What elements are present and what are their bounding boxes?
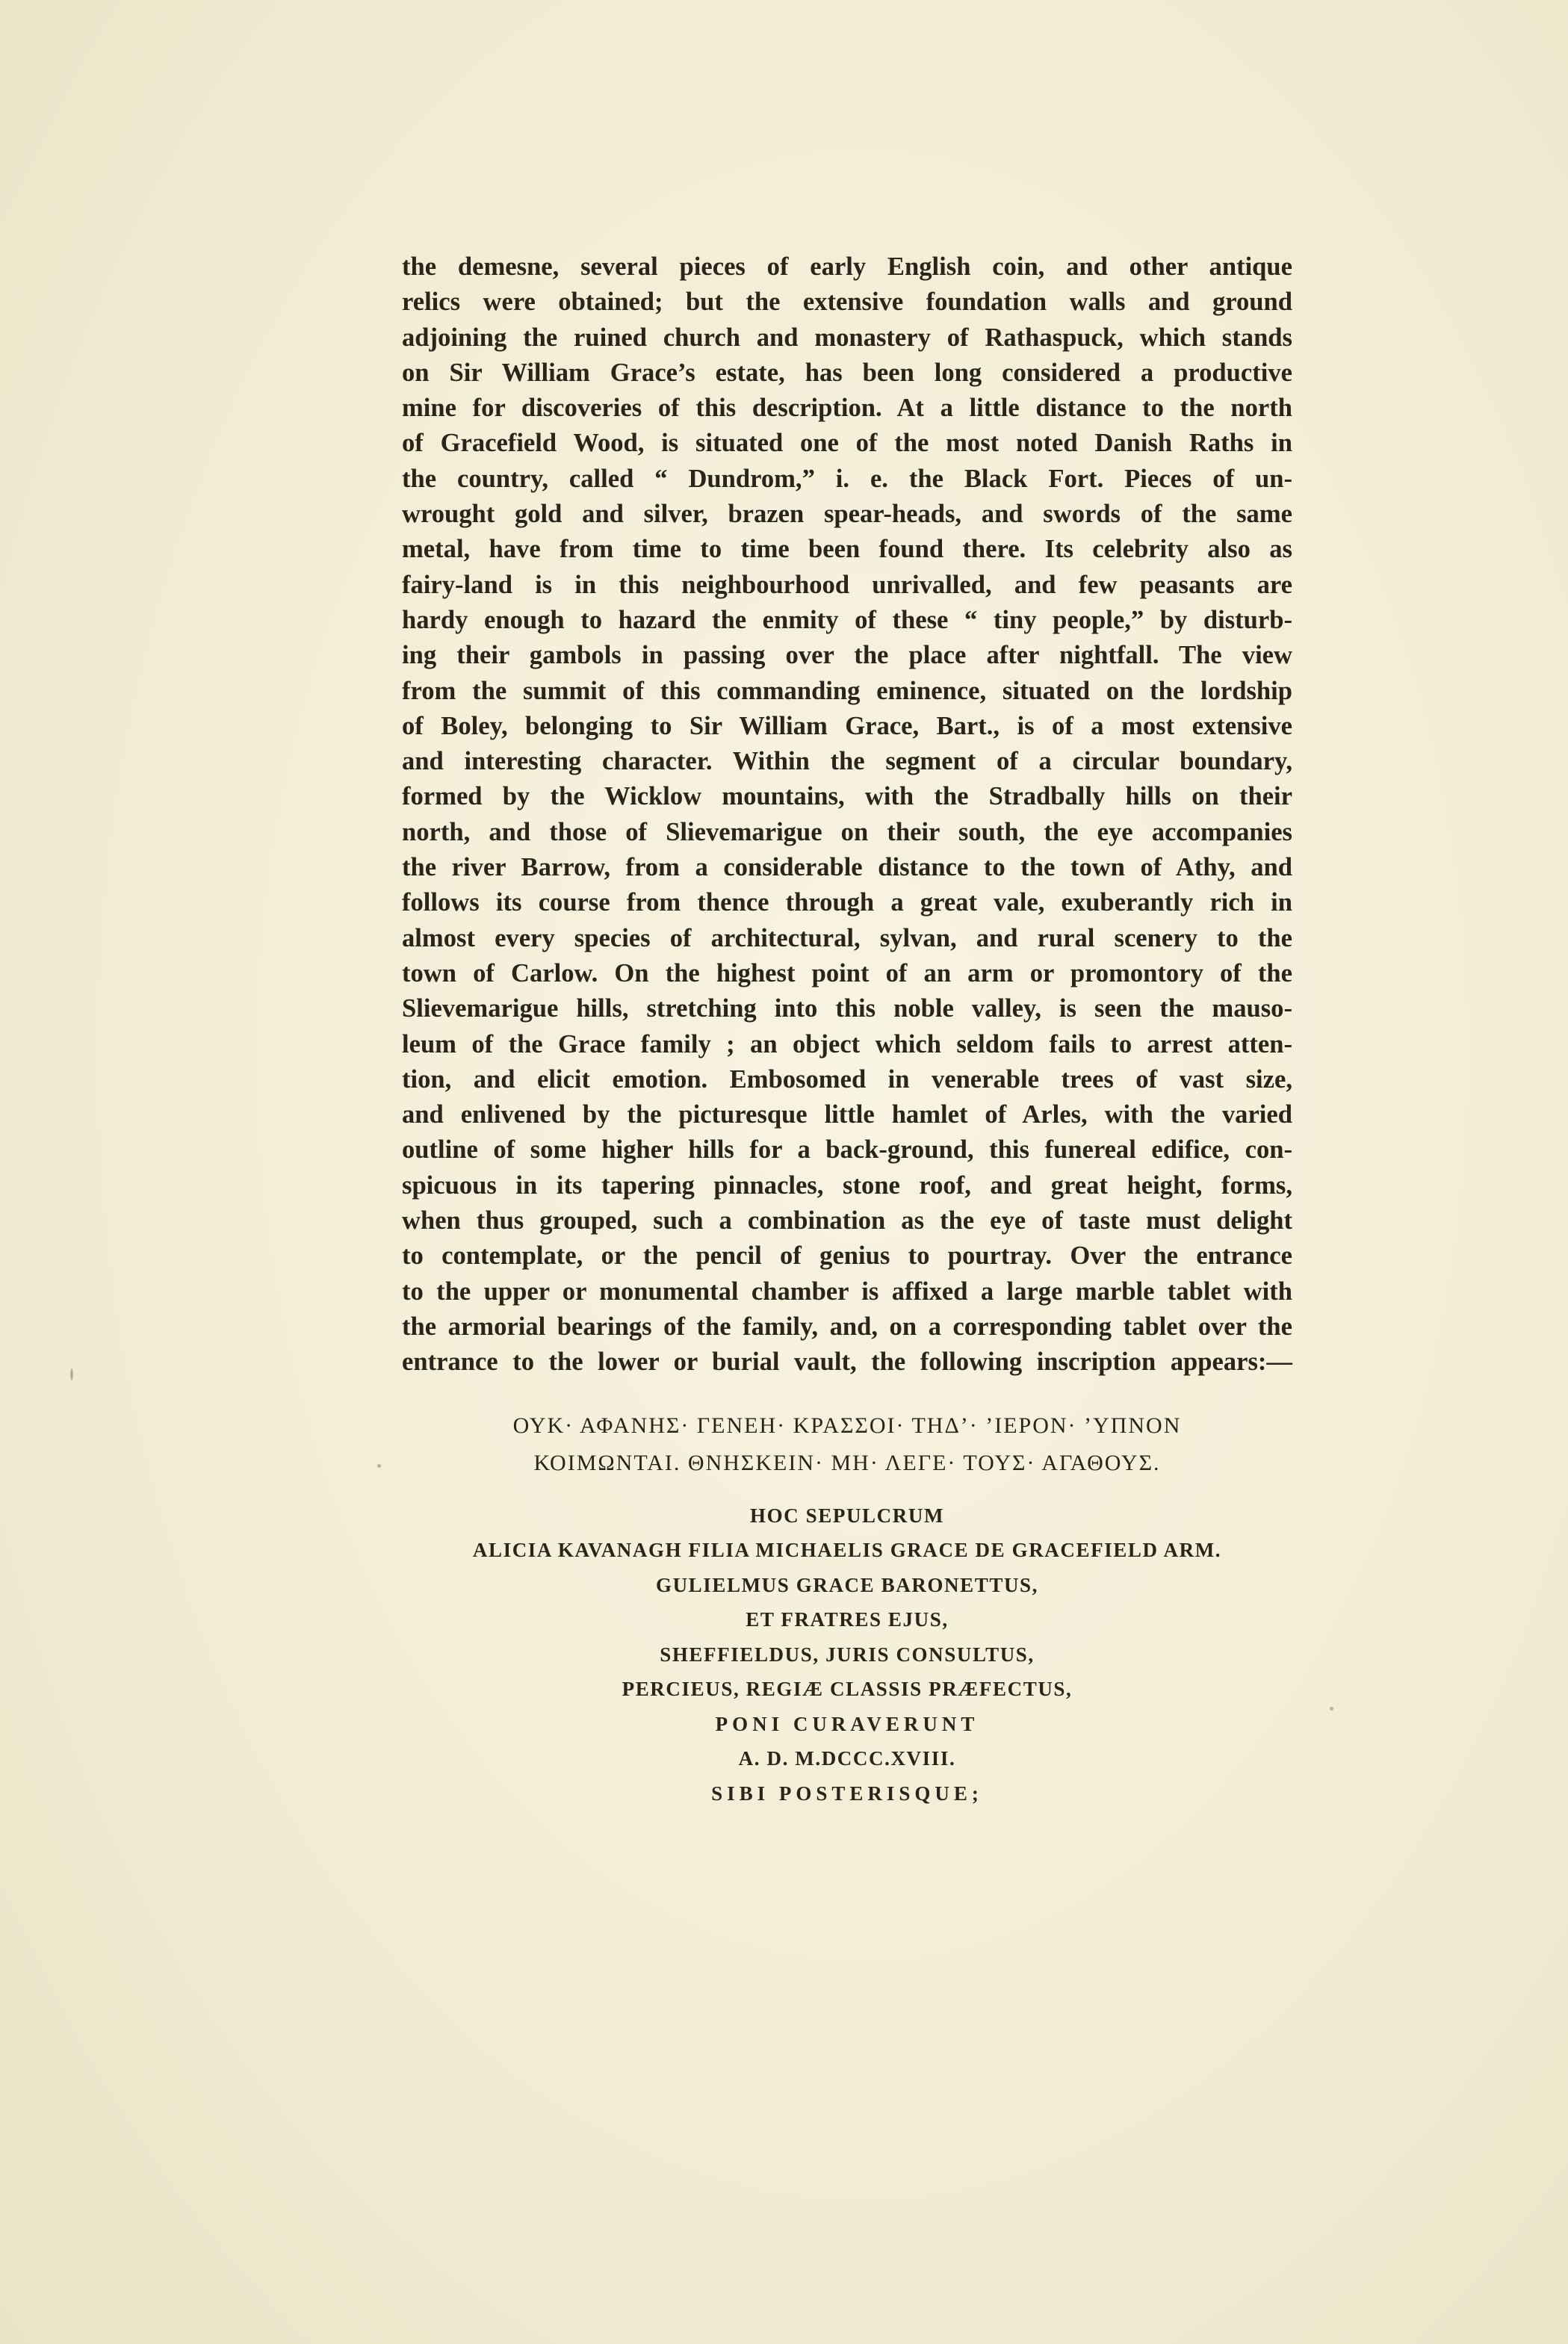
text-line: almost every species of architectural, sylvan, and rural scenery to the <box>402 923 1292 952</box>
latin-inscription-line: GULIELMUS GRACE BARONETTUS, <box>655 1573 1039 1596</box>
text-line: leum of the Grace family ; an object which seldom fails to arrest atten- <box>402 1029 1292 1058</box>
latin-inscription <box>402 1498 1292 1811</box>
text-line: entrance to the lower or burial vault, the following inscription appears:— <box>402 1348 1292 1377</box>
text-line: of Boley, belonging to Sir William Grace, Bart., is of a most extensive <box>402 711 1292 740</box>
text-line: ing their gambols in passing over the place after nightfall. The view <box>402 641 1292 670</box>
paper-speck <box>1330 1707 1333 1711</box>
greek-inscription-line: ΚΟΙΜΩΝΤΑΙ. ΘΝΗΣΚΕΙΝ· ΜΗ· ΛΕΓΕ· ΤΟΥΣ· ΑΓΑΘΟΥΣ. <box>533 1450 1161 1475</box>
text-line: to the upper or monumental chamber is affixed a large marble tablet with <box>402 1277 1292 1306</box>
text-line: town of Carlow. On the highest point of an arm or promontory of the <box>402 958 1292 987</box>
greek-inscription <box>402 1407 1292 1482</box>
latin-inscription-line: SHEFFIELDUS, JURIS CONSULTUS, <box>660 1643 1035 1666</box>
text-line: follows its course from thence through a great vale, exuberantly rich in <box>402 888 1292 917</box>
text-line: north, and those of Slievemarigue on their south, the eye accompanies <box>402 817 1292 846</box>
text-line: fairy-land is in this neighbourhood unrivalled, and few peasants are <box>402 570 1292 599</box>
text-line: relics were obtained; but the extensive foundation walls and ground <box>402 288 1292 317</box>
text-line: mine for discoveries of this description. At a little distance to the north <box>402 394 1292 423</box>
text-line: spicuous in its tapering pinnacles, stone roof, and great height, forms, <box>402 1171 1292 1200</box>
text-line: hardy enough to hazard the enmity of these “ tiny people,” by disturb- <box>402 605 1292 634</box>
latin-inscription-line: ET FRATRES EJUS, <box>746 1608 949 1631</box>
text-line: tion, and elicit emotion. Embosomed in venerable trees of vast size, <box>402 1064 1292 1094</box>
text-line: of Gracefield Wood, is situated one of the most noted Danish Raths in <box>402 429 1292 458</box>
text-line: formed by the Wicklow mountains, with the Stradbally hills on their <box>402 782 1292 811</box>
text-line: adjoining the ruined church and monastery of Rathaspuck, which stands <box>402 323 1292 352</box>
text-line: the armorial bearings of the family, and, on a corresponding tablet over the <box>402 1312 1292 1341</box>
text-line: when thus grouped, such a combination as the eye of taste must delight <box>402 1206 1292 1235</box>
text-line: from the summit of this commanding eminence, situated on the lordship <box>402 676 1292 705</box>
latin-inscription-line: PONI CURAVERUNT <box>715 1712 979 1735</box>
text-line: the river Barrow, from a considerable distance to the town of Athy, and <box>402 853 1292 882</box>
latin-inscription-line: HOC SEPULCRUM <box>749 1504 945 1527</box>
text-line: outline of some higher hills for a back-ground, this funereal edifice, con- <box>402 1135 1292 1165</box>
greek-inscription-line: ΟΥΚ· ΑΦΑΝΗΣ· ΓΕΝΕΗ· ΚΡΑΣΣΟΙ· ΤΗΔ’· ’ΙΕΡΟΝ· ’ΥΠΝΟΝ <box>512 1413 1182 1438</box>
text-line: and interesting character. Within the segment of a circular boundary, <box>402 747 1292 776</box>
paper-speck <box>377 1464 381 1468</box>
text-line: and enlivened by the picturesque little hamlet of Arles, with the varied <box>402 1100 1292 1129</box>
text-line: on Sir William Grace’s estate, has been long considered a productive <box>402 358 1292 387</box>
body-paragraph <box>402 249 1292 1380</box>
text-line: metal, have from time to time been found there. Its celebrity also as <box>402 535 1292 564</box>
latin-inscription-line: PERCIEUS, REGIÆ CLASSIS PRÆFECTUS, <box>622 1678 1073 1700</box>
text-line: to contemplate, or the pencil of genius to pourtray. Over the entrance <box>402 1241 1292 1271</box>
text-line: wrought gold and silver, brazen spear-heads, and swords of the same <box>402 500 1292 529</box>
latin-inscription-line: ALICIA KAVANAGH FILIA MICHAELIS GRACE DE GRACEFIELD ARM. <box>472 1539 1222 1561</box>
text-line: the country, called “ Dundrom,” i. e. the Black Fort. Pieces of un- <box>402 464 1292 493</box>
text-line: the demesne, several pieces of early English coin, and other antique <box>402 252 1292 281</box>
latin-inscription-line: A. D. M.DCCC.XVIII. <box>738 1747 956 1770</box>
page-content <box>402 249 1292 1811</box>
paper-speck <box>70 1368 73 1380</box>
latin-inscription-line: SIBI POSTERISQUE; <box>711 1782 983 1805</box>
text-line: Slievemarigue hills, stretching into this noble valley, is seen the mauso- <box>402 994 1292 1023</box>
